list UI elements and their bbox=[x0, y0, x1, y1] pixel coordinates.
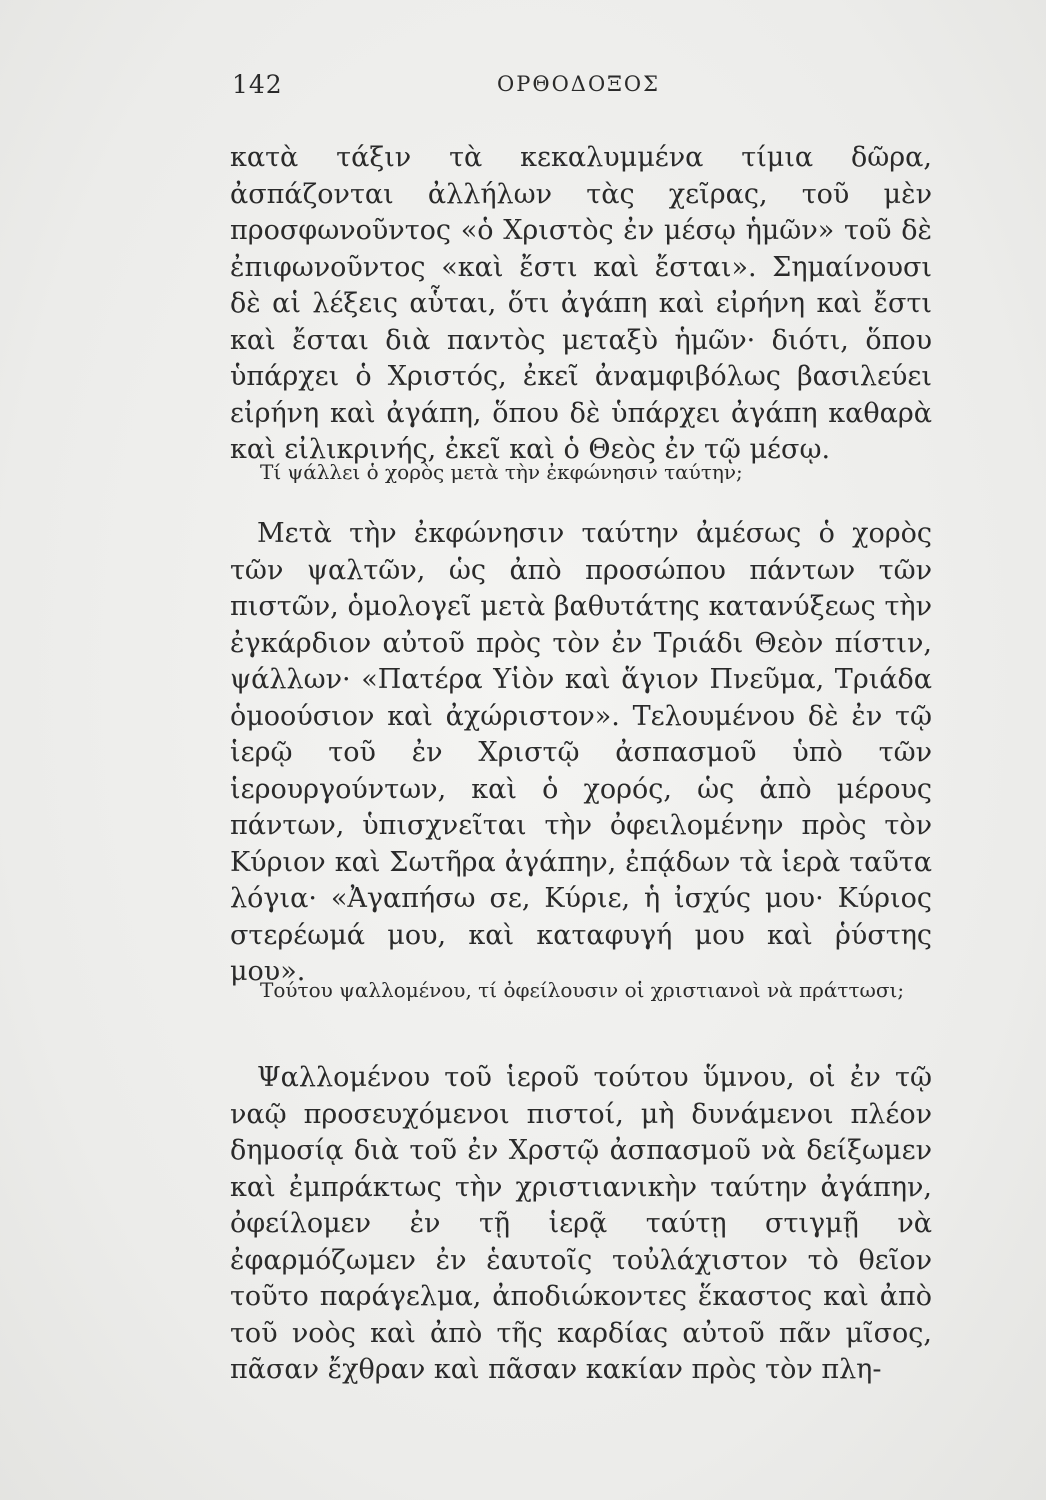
paragraph-1: κατὰ τάξιν τὰ κεκαλυμμένα τίμια δῶρα, ἀσπάζονται ἀλλήλων τὰς χεῖρας, τοῦ μὲν προσφωνοῦντος «ὁ Χριστὸς ἐν μέσῳ ἡμῶν» τοῦ δὲ ἐπιφωνοῦντος «καὶ ἔστι καὶ ἔσται». Σημαίνουσι δὲ αἱ λέξεις αὗται, ὅτι ἀγάπη καὶ εἰρήνη καὶ ἔστι καὶ ἔσται διὰ παντὸς μεταξὺ ἡμῶν· διότι, ὅπου ὑπάρχει ὁ Χριστός, ἐκεῖ ἀναμφιβόλως βασιλεύει εἰρήνη καὶ ἀγάπη, ὅπου δὲ ὑπάρχει ἀγάπη καθαρὰ καὶ εἰλικρινής, ἐκεῖ καὶ ὁ Θεὸς ἐν τῷ μέσῳ. bbox=[230, 142, 932, 465]
paragraph-3: Ψαλλομένου τοῦ ἱεροῦ τούτου ὕμνου, οἱ ἐν τῷ ναῷ προσευχόμενοι πιστοί, μὴ δυνάμενοι πλέον δημοσίᾳ διὰ τοῦ ἐν Χρστῷ ἀσπασμοῦ νὰ δείξωμεν καὶ ἐμπράκτως τὴν χριστιανικὴν ταύτην ἀγάπην, ὀφείλομεν ἐν τῇ ἱερᾷ ταύτῃ στιγμῇ νὰ ἐφαρμόζωμεν ἐν ἑαυτοῖς τοὐλάχιστον τὸ θεῖον τοῦτο παράγελμα, ἀποδιώκοντες ἕκαστος καὶ ἀπὸ τοῦ νοὸς καὶ ἀπὸ τῆς καρδίας αὐτοῦ πᾶν μῖσος, πᾶσαν ἔχθραν καὶ πᾶσαν κακίαν πρὸς τὸν πλη- bbox=[230, 1062, 932, 1385]
running-title: ΟΡΘΟΔΟΞΟΣ bbox=[497, 72, 661, 96]
question-2: Τούτου ψαλλομένου, τί ὀφείλουσιν οἱ χριστιανοὶ νὰ πράττωσι; bbox=[260, 978, 905, 1002]
page-header bbox=[232, 70, 932, 110]
paragraph-2: Μετὰ τὴν ἐκφώνησιν ταύτην ἀμέσως ὁ χορὸς τῶν ψαλτῶν, ὡς ἀπὸ προσώπου πάντων τῶν πιστῶν, ὁμολογεῖ μετὰ βαθυτάτης κατανύξεως τὴν ἐγκάρδιον αὐτοῦ πρὸς τὸν ἐν Τριάδι Θεὸν πίστιν, ψάλλων· «Πατέρα Υἱὸν καὶ ἅγιον Πνεῦμα, Τριάδα ὁμοούσιον καὶ ἀχώριστον». Τελουμένου δὲ ἐν τῷ ἱερῷ τοῦ ἐν Χριστῷ ἀσπασμοῦ ὑπὸ τῶν ἱερουργούντων, καὶ ὁ χορός, ὡς ἀπὸ μέρους πάντων, ὑπισχνεῖται τὴν ὀφειλομένην πρὸς τὸν Κύριον καὶ Σωτῆρα ἀγάπην, ἐπᾴδων τὰ ἱερὰ ταῦτα λόγια· «Ἀγαπήσω σε, Κύριε, ἡ ἰσχύς μου· Κύριος στερέωμά μου, καὶ καταφυγή μου καὶ ῥύστης μου». bbox=[230, 518, 932, 987]
question-1: Τί ψάλλει ὁ χορὸς μετὰ τὴν ἐκφώνησιν ταύτην; bbox=[260, 460, 743, 484]
page-number: 142 bbox=[232, 70, 283, 99]
